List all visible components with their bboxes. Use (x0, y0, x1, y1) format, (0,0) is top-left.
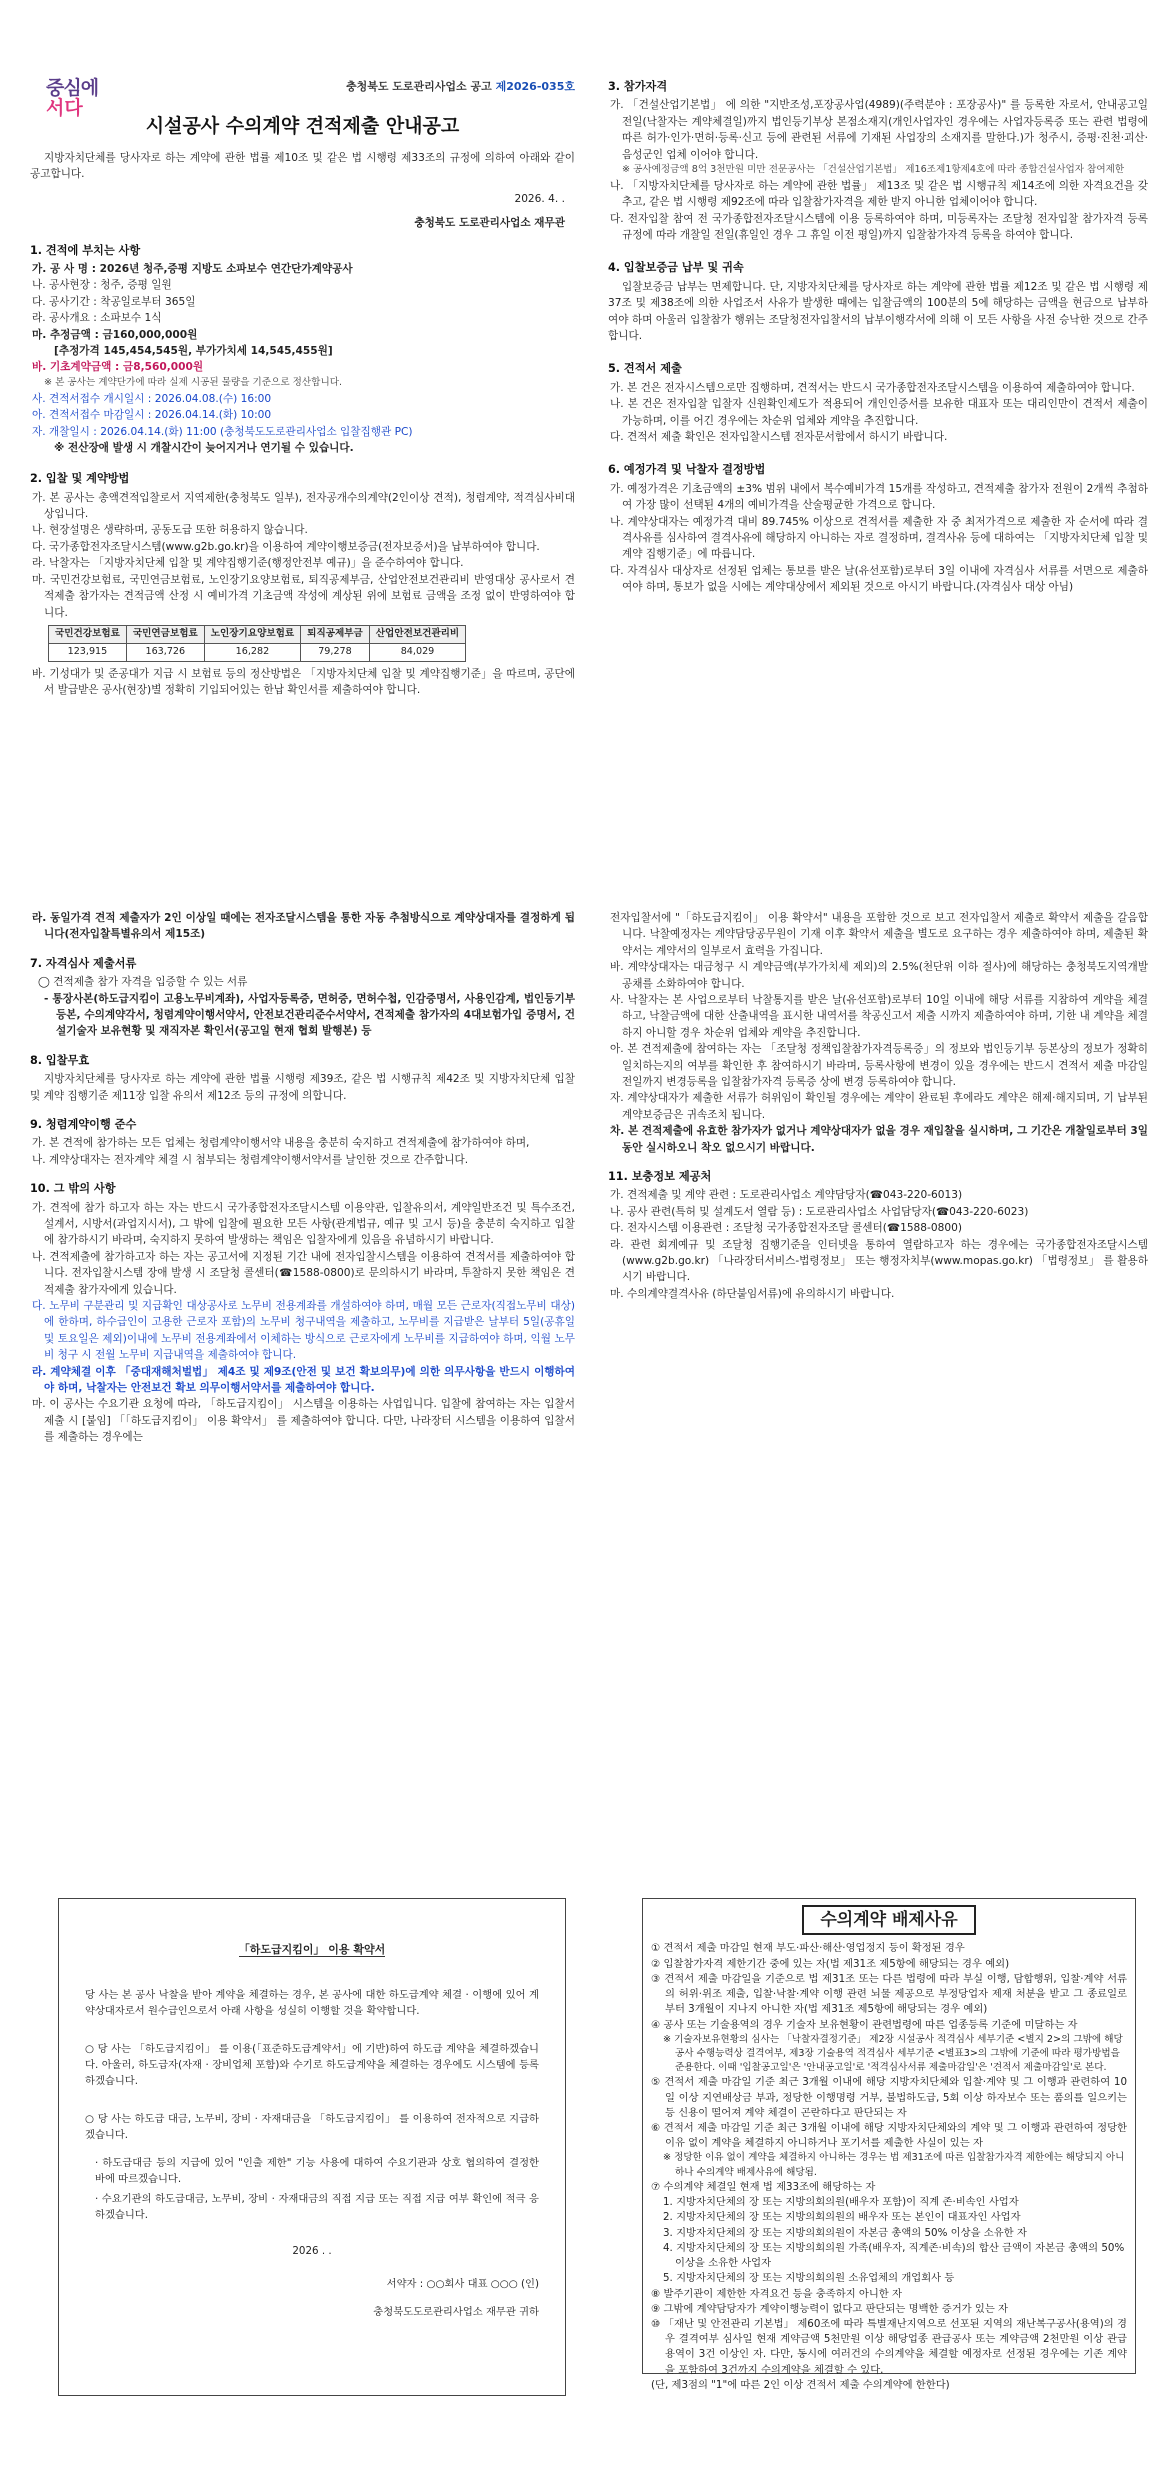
s2-ga: 가. 본 공사는 총액견적입찰로서 지역제한(충청북도 일부), 전자공개수의계약(2인이상 견적), 청렴계약, 적격심사비대상입니다. (32, 491, 575, 521)
agreement-to: 충청북도도로관리사업소 재무관 귀하 (373, 2306, 539, 2319)
notice-no: 제2026-035호 (495, 80, 575, 93)
s10-sa: 사. 낙찰자는 본 사업으로부터 낙찰통지를 받은 날(유선포함)로부터 10일 이내에 해당 서류를 지참하여 계약을 체결하고, 낙찰금액에 대한 산출내역을 표시한 내역서를 착공신고서 제출 시까지 제출하여야 하며, 기한 내 계약을 체결하지 아니할 경우 차순위 업체와 계약을 추진합니다. (610, 994, 1148, 1039)
agreement-date: 2026 . . (292, 2244, 332, 2257)
s3-ga: 가. 「건설산업기본법」 에 의한 "지반조성,포장공사업(4989)(주력분야 : 포장공사)" 를 등록한 자로서, 안내공고일 전일(낙찰자는 계약체결일)까지 법인등기부상 본점소재지(개인사업자인 경우에는 사업자등록증 또는 관련 법령에 따른 허가·인가·면허·등록·신고 등에 관련된 서류에 기재된 사업장의 소재지를 말한다.)가 청주시, 증평·진천·괴산·음성군인 업체 이어야 합니다. (610, 99, 1148, 161)
section-9-title: 9. 청렴계약이행 준수 (30, 1117, 137, 1131)
left-top-column (30, 150, 575, 698)
s1-ma: 마. 추정금액 : 금160,000,000원 (32, 328, 198, 341)
s6-da: 다. 자격심사 대상자로 선정된 업체는 통보를 받은 날(유선포함)로부터 3일 이내에 자격심사 서류를 서면으로 제출하여야 하며, 통보가 없을 시에는 계약대상에서 제외된 것으로 아시기 바랍니다.(자격심사 대상 아님) (610, 564, 1148, 594)
s10-ma: 마. 이 공사는 수요기관 요청에 따라, 「하도급지킴이」 시스템을 이용하는 사업입니다. 입찰에 참여하는 자는 입찰서 제출 시 [붙임] 「「하도급지킴이」 이용 확약서」 를 제출하여야 합니다. 다만, 나라장터 시스템을 이용하여 입찰서를 제출하는 경우에는 (32, 1398, 575, 1444)
reason-item: ① 견적서 제출 마감일 현재 부도·파산·해산·영업정지 등이 확정된 경우 (651, 1942, 965, 1955)
reason-item: ⑥ 견적서 제출 마감일 기준 최근 3개월 이내에 해당 지방자치단체와의 계약 및 그 이행과 관련하여 정당한 이유 없이 계약을 체결하지 아니하거나 포기서를 제출한 사실이 있는 자 (651, 2122, 1127, 2150)
s11-da: 다. 전자시스템 이용관련 : 조달청 국가종합전자조달 콜센터(☎1588-0800) (610, 1222, 962, 1235)
s3-na: 나. 「지방자치단체를 당사자로 하는 계약에 관한 법률」 제13조 및 같은 법 시행규칙 제14조에 의한 자격요건을 갖추고, 같은 법 시행령 제92조에 따라 입찰참가자격을 제한 받지 아니한 업체이어야 합니다. (610, 179, 1148, 209)
s2-ma: 마. 국민건강보험료, 국민연금보험료, 노인장기요양보험료, 퇴직공제부금, 산업안전보건관리비 반영대상 공사로서 견적제출 참가자는 견적금액 산정 시 예비가격 기초금액 작성에 계상된 위에 보험료 금액을 조정 없이 반영하여야 합니다. (32, 573, 575, 619)
section-4-title: 4. 입찰보증금 납부 및 귀속 (608, 261, 744, 275)
logo-top: 중심에 (46, 77, 99, 99)
reason-item: 3. 지방자치단체의 장 또는 지방의회의원이 자본금 총액의 50% 이상을 소유한 자 (663, 2226, 1027, 2239)
s11-ra: 라. 관련 회계예규 및 조달청 집행기준을 인터넷을 통하여 열람하고자 하는 경우에는 국가종합전자조달시스템(www.g2b.go.kr) 「나라장터서비스-법령정보」 또는 행정자치부(www.mopas.go.kr) 「법령정보」 를 활용하시기 바랍니다. (610, 1238, 1148, 1284)
reason-item: ⑩ 「재난 및 안전관리 기본법」 제60조에 따라 특별재난지역으로 선포된 지역의 재난복구공사(용역)의 경우 결격여부 심사일 현재 계약금액 5천만원 이상 해당업종 관급공사 또는 계약금액 2천만원 이상 관급용역이 3건 이상인 자. 다만, 동시에 여러건의 수의계약을 체결할 예정자로 선정된 경우에는 기존 계약을 포함하여 3건까지 수의계약을 체결할 수 있다. (651, 2317, 1127, 2376)
agreement-p5: · 수요기관의 하도급대금, 노무비, 장비 · 자재대금의 직접 지급 또는 직접 지급 여부 확인에 적극 응하겠습니다. (95, 2192, 539, 2221)
s7-intro: ◯ 견적제출 참가 자격을 입증할 수 있는 서류 (38, 976, 248, 989)
section-1-title: 1. 견적에 부치는 사항 (30, 243, 141, 257)
s1-sa: 사. 견적서접수 개시일시 : 2026.04.08.(수) 16:00 (32, 392, 272, 405)
s1-ja: 자. 개찰일시 : 2026.04.14.(화) 11:00 (충청북도도로관리사업소 입찰집행관 PC) (32, 425, 413, 438)
reason-item: ⑧ 발주기관이 제한한 자격요건 등을 충족하지 아니한 자 (651, 2287, 902, 2300)
s10-ba: 바. 계약상대자는 대금청구 시 계약금액(부가가치세 제외)의 2.5%(천단위 이하 절사)에 해당하는 충청북도지역개발공채를 소화하여야 합니다. (610, 961, 1148, 990)
exclusion-reasons-box (642, 1898, 1136, 2391)
section-6-title: 6. 예정가격 및 낙찰자 결정방법 (608, 463, 766, 477)
s1-ra: 라. 공사개요 : 소파보수 1식 (32, 312, 162, 325)
reason-item: 4. 지방자치단체의 장 또는 지방의회의원 가족(배우자, 직계존·비속)의 합산 금액이 자본금 총액의 50% 이상을 소유한 사업자 (663, 2241, 1125, 2270)
ins-header: 노인장기요양보험료 (204, 625, 300, 643)
section-3-title: 3. 참가자격 (608, 80, 668, 93)
notice-date: 2026. 4. . (514, 192, 565, 205)
s10-na: 나. 견적제출에 참가하고자 하는 자는 공고서에 지정된 기간 내에 전자입찰시스템을 이용하여 견적서를 제출하여야 합니다. 전자입찰시스템 장애 발생 시 조달청 콜센터(☎1588-0800)로 문의하시기 바라며, 투찰하지 못한 책임은 견적제출 참가자에게 있습니다. (32, 1250, 575, 1296)
agreement-p4: · 하도급대금 등의 지급에 있어 "인출 제한" 기능 사용에 대하여 수요기관과 상호 협의하여 결정한 바에 따르겠습니다. (95, 2156, 539, 2185)
ins-value: 16,282 (204, 643, 300, 661)
s2-cont-ra: 라. 동일가격 견적 제출자가 2인 이상일 때에는 전자조달시스템을 통한 자동 추첨방식으로 계약상대자를 결정하게 됩니다(전자입찰특별유의서 제15조) (32, 912, 575, 941)
reason-item: 2. 지방자치단체의 장 또는 지방의회의원의 배우자 또는 본인이 대표자인 사업자 (663, 2211, 1021, 2224)
ins-header: 퇴직공제부금 (301, 625, 370, 643)
section-5-title: 5. 견적서 제출 (608, 362, 682, 376)
ins-header: 국민연금보험료 (126, 625, 204, 643)
s10-cha: 차. 본 견적제출에 유효한 참가자가 없거나 계약상대자가 없을 경우 재입찰을 실시하며, 그 기간은 개찰일로부터 3일 동안 실시하오니 착오 없으시기 바랍니다. (610, 1125, 1148, 1154)
reason-item: 1. 지방자치단체의 장 또는 지방의회의원(배우자 포함)이 직계 존·비속인 사업자 (663, 2196, 1019, 2209)
s2-ra: 라. 낙찰자는 「지방자치단체 입찰 및 계약집행기준(행정안전부 예규)」을 준수하여야 합니다. (32, 557, 464, 570)
reason-item: ② 입찰참가자격 제한기간 중에 있는 자(법 제31조 제5항에 해당되는 경우 예외) (651, 1957, 1010, 1970)
issuer: 충청북도 도로관리사업소 재무관 (414, 217, 565, 230)
agreement-p3: ○ 당 사는 하도급 대금, 노무비, 장비 · 자재대금을 「하도급지킴이」 를 이용하여 전자적으로 지급하겠습니다. (85, 2112, 539, 2141)
reasons-title: 수의계약 배제사유 (802, 1905, 975, 1935)
reason-item: ⑦ 수의계약 체결일 현재 법 제33조에 해당하는 자 (651, 2180, 876, 2193)
ins-header: 국민건강보험료 (49, 625, 127, 643)
ins-value: 84,029 (369, 643, 465, 661)
s1-warn: ※ 전산장애 발생 시 개찰시간이 늦어지거나 연기될 수 있습니다. (54, 441, 354, 454)
intro-text: 지방자치단체를 당사자로 하는 계약에 관한 법률 제10조 및 같은 법 시행령 제33조의 규정에 의하여 아래와 같이 공고합니다. (30, 152, 575, 181)
s5-na: 나. 본 건은 전자입찰 입찰자 신원확인제도가 적용되어 개인인증서를 보유한 대표자 또는 대리인만이 견적서 제출이 가능하며, 이를 어긴 경우에는 차순위 업체와 계약을 추진합니다. (610, 398, 1148, 427)
s11-ma: 마. 수의계약결격사유 (하단붙임서류)에 유의하시기 바랍니다. (610, 1287, 895, 1300)
s11-ga: 가. 견적제출 및 계약 관련 : 도로관리사업소 계약담당자(☎043-220-6013) (610, 1189, 963, 1202)
logo-bottom: 서다 (46, 97, 83, 119)
agreement-p1: 당 사는 본 공사 낙찰을 받아 계약을 체결하는 경우, 본 공사에 대한 하도급계약 체결 · 이행에 있어 계약상대자로서 원수급인으로서 아래 사항을 성실히 이행할 것을 확약합니다. (85, 1989, 539, 2017)
reasons-list (651, 1941, 1127, 2393)
s6-na: 나. 계약상대자는 예정가격 대비 89.745% 이상으로 견적서를 제출한 자 중 최저가격으로 제출한 자 순서에 따라 결격사유를 심사하여 결격사유에 해당하지 아니하는 자로 결정하며, 결격사유 등에 대하여는 「지방자치단체 입찰 및 계약 집행기준」에 따릅니다. (610, 515, 1148, 561)
reason-item: ⑨ 그밖에 계약담당자가 계약이행능력이 없다고 판단되는 명백한 증거가 있는 자 (651, 2302, 1008, 2315)
s3-ga-note: ※ 공사예정금액 8억 3천만원 미만 전문공사는 「건설산업기본법」 제16조제1항제4호에 따라 종합건설사업자 참여제한 (622, 163, 1125, 175)
s1-ga: 가. 공 사 명 : 2026년 청주,증평 지방도 소파보수 연간단가계약공사 (32, 262, 353, 275)
section-2-title: 2. 입찰 및 계약방법 (30, 472, 130, 486)
s1-ah: 아. 견적서접수 마감일시 : 2026.04.14.(화) 10:00 (32, 409, 272, 422)
s7-body: - 통장사본(하도급지킴이 고용노무비계좌), 사업자등록증, 면허증, 면허수첩, 인감증명서, 사용인감계, 법인등기부등본, 수의계약각서, 청렴계약이행서약서, 안전보건관리준수서약서, 견적제출 참가자의 4대보험가입 증명서, 건설기술자 보유현황 및 재직자본 확인서(공고일 현재 협회 발행본) 등 (44, 992, 575, 1038)
s11-na: 나. 공사 관련(특허 및 설계도서 열람 등) : 도로관리사업소 사업담당자(☎043-220-6023) (610, 1205, 1029, 1218)
s1-ba-note: ※ 본 공사는 계약단가에 따라 실제 시공된 물량을 기준으로 정산합니다. (44, 376, 343, 388)
s8-body: 지방자치단체를 당사자로 하는 계약에 관한 법률 시행령 제39조, 같은 법 시행규칙 제42조 및 지방자치단체 입찰 및 계약 집행기준 제11장 입찰 유의서 제12조 등의 규정에 의합니다. (30, 1073, 575, 1102)
left-mid-column (30, 910, 575, 1446)
notice-number (30, 78, 575, 95)
reason-item: ④ 공사 또는 기술용역의 경우 기술자 보유현황이 관련법령에 따른 업종등록 기준에 미달하는 자 (651, 2018, 1078, 2031)
section-7-title: 7. 자격심사 제출서류 (30, 956, 137, 970)
s1-na: 나. 공사현장 : 청주, 증평 일원 (32, 279, 172, 292)
s10-ah: 아. 본 견적제출에 참여하는 자는 「조달청 정책입찰참가자격등록증」의 정보와 법인등기부 등본상의 정보가 정확히 일치하는지의 여부를 확인한 후 참여하시기 바라며, 등록사항에 변경이 있을 경우에는 반드시 견적서 제출 마감일 전일까지 변경등록을 입찰참가자격 등록증 상에 변경 등록하여야 합니다. (610, 1043, 1148, 1089)
reason-item: ※ 정당한 이유 없이 계약을 체결하지 아니하는 경우는 법 제31조에 따른 입찰참가자격 제한에는 해당되지 아니하나 수의계약 배제사유에 해당됨. (663, 2152, 1125, 2178)
reason-item: (단, 제3점의 "1"에 따른 2인 이상 견적서 제출 수의계약에 한한다) (651, 2378, 950, 2391)
agreement-title: 「하도급지킴이」 이용 확약서 (238, 1943, 386, 1956)
agreement-box (58, 1898, 566, 2396)
s9-ga: 가. 본 견적에 참가하는 모든 업체는 청렴계약이행서약 내용을 충분히 숙지하고 견적제출에 참가하여야 하며, (32, 1137, 530, 1150)
s10-ga: 가. 견적에 참가 하고자 하는 자는 반드시 국가종합전자조달시스템 이용약관, 입찰유의서, 계약일반조건 및 특수조건, 설계서, 시방서(과업지시서), 그 밖에 입찰에 필요한 모든 사항(관계법규, 예규 및 고시 등)을 충분히 숙지하고 입찰에 참가하시기 바라며, 숙지하지 못하여 발생하는 책임은 입찰자에게 있음을 유념하시기 바랍니다. (32, 1201, 575, 1247)
s9-na: 나. 계약상대자는 전자계약 체결 시 첨부되는 청렴계약이행서약서를 날인한 것으로 간주합니다. (32, 1153, 469, 1166)
s10-ma-cont: 전자입찰서에 "「하도급지킴이」 이용 확약서" 내용을 포함한 것으로 보고 전자입찰서 제출로 확약서 제출을 갈음합니다. 낙찰예정자는 계약담당공무원이 기재 이후 확약서 제출을 별도로 요구하는 경우 제출하여야 하며, 제출된 확약서는 계약서의 일부로서 효력을 가집니다. (610, 912, 1148, 957)
ins-value: 163,726 (126, 643, 204, 661)
s1-ma-detail: [추정가격 145,454,545원, 부가가치세 14,545,455원] (54, 345, 333, 358)
right-top-column (608, 78, 1148, 596)
s2-na: 나. 현장설명은 생략하며, 공동도급 또한 허용하지 않습니다. (32, 524, 308, 537)
s2-da: 다. 국가종합전자조달시스템(www.g2b.go.kr)을 이용하여 계약이행보증금(전자보증서)을 납부하여야 합니다. (32, 540, 540, 553)
page-title: 시설공사 수의계약 견적제출 안내공고 (145, 115, 460, 137)
insurance-table (48, 625, 466, 662)
section-10-title: 10. 그 밖의 사항 (30, 1182, 116, 1196)
s2-ba: 바. 기성대가 및 준공대가 지급 시 보험료 등의 정산방법은 「지방자치단체 입찰 및 계약집행기준」을 따르며, 공단에서 발급받은 공사(현장)별 정확히 기입되어있는 한납 확인서를 제출하여야 합니다. (32, 667, 575, 697)
reason-item: 5. 지방자치단체의 장 또는 지방의회의원 소유업체의 개업회사 등 (663, 2272, 955, 2285)
right-mid-column (608, 910, 1148, 1302)
s5-da: 다. 견적서 제출 확인은 전자입찰시스템 전자문서함에서 하시기 바랍니다. (610, 431, 948, 444)
ins-header: 산업안전보건관리비 (369, 625, 465, 643)
section-8-title: 8. 입찰무효 (30, 1053, 90, 1067)
notice-org: 충청북도 도로관리사업소 공고 (345, 80, 492, 93)
s10-da: 다. 노무비 구분관리 및 지급확인 대상공사로 노무비 전용계좌를 개설하여야 하며, 매월 모든 근로자(직접노무비 대상)에 한하며, 하수급인이 고용한 근로자 포함)의 노무비 청구내역을 제출하고, 노무비를 지급받은 날부터 5일(공휴일 및 토요일은 제외)이내에 노무비 전용계좌에서 이체하는 방식으로 근로자에게 노무비를 지급하여야 하며, 익월 노무비 청구 시 전월 노무비 지급내역을 제출하여야 합니다. (32, 1299, 575, 1362)
s5-ga: 가. 본 건은 전자시스템으로만 집행하며, 견적서는 반드시 국가종합전자조달시스템을 이용하여 제출하여야 합니다. (610, 381, 1135, 394)
s3-da: 다. 전자입찰 참여 전 국가종합전자조달시스템에 이용 등록하여야 하며, 미등록자는 조달청 전자입찰 참가자격 등록 규정에 따라 개찰일 전일(휴일인 경우 그 휴일 이전 평일)까지 입찰참가자격 등록을 하여야 합니다. (610, 212, 1148, 242)
ins-value: 123,915 (49, 643, 127, 661)
agreement-p2: ○ 당 사는 「하도급지킴이」 를 이용(「표준하도급계약서」에 기반)하여 하도급 계약을 체결하겠습니다. 아울러, 하도급자(자재 · 장비업체 포함)와 수기로 하도급계약을 체결하는 경우에도 시스템에 등록하겠습니다. (85, 2042, 539, 2087)
reason-item: ※ 기술자보유현황의 심사는 「낙찰자결정기준」 제2장 시설공사 적격심사 세부기준 <별지 2>의 그밖에 해당공사 수행능력상 결격여부, 제3장 기술용역 적격심사 세부기준 <별표3>의 그밖에 기준에 따라 평가방법을 준용한다. 이때 '입찰공고일'은 '안내공고일'로 '적격심사서류 제출마감일'은 '견적서 제출마감일'로 본다. (663, 2033, 1123, 2074)
s10-ja: 자. 계약상대자가 제출한 서류가 허위임이 확인될 경우에는 계약이 완료된 후에라도 계약은 해제·해지되며, 기 납부된 계약보증금은 귀속조치 됩니다. (610, 1092, 1148, 1121)
ins-value: 79,278 (301, 643, 370, 661)
s10-ra: 라. 계약체결 이후 「중대재해처벌법」 제4조 및 제9조(안전 및 보건 확보의무)에 의한 의무사항을 반드시 이행하여야 하며, 낙찰자는 안전보건 확보 의무이행서약서를 제출하여야 합니다. (32, 1365, 575, 1394)
s1-ba: 바. 기초계약금액 : 금8,560,000원 (32, 361, 204, 374)
section-11-title: 11. 보충정보 제공처 (608, 1170, 712, 1184)
agreement-signer: 서약자 : ○○회사 대표 ○○○ (인) (386, 2278, 539, 2291)
s1-da: 다. 공사기간 : 착공일로부터 365일 (32, 295, 196, 308)
reason-item: ⑤ 견적서 제출 마감일 기준 최근 3개월 이내에 해당 지방자치단체와 입찰·계약 및 그 이행과 관련하여 10일 이상 지연배상금 부과, 정당한 이행명령 거부, 불법하도급, 5회 이상 하자보수 또는 품의를 일으키는 등 신용이 떨어져 계약 체결이 곤란하다고 판단되는 자 (651, 2076, 1127, 2119)
reason-item: ③ 견적서 제출 마감일을 기준으로 법 제31조 또는 다른 법령에 따라 부실 이행, 담합행위, 입찰·계약 서류의 허위·위조 제출, 입찰·낙찰·계약 이행 관련 뇌물 제공으로 부정당업자 제재 처분을 받고 그 종료일로부터 3개월이 지나지 아니한 자(법 제31조 제5항에 해당되는 경우 예외) (651, 1972, 1127, 2016)
s4-body: 입찰보증금 납부는 면제합니다. 단, 지방자치단체를 당사자로 하는 계약에 관한 법률 제12조 및 같은 법 시행령 제37조 및 제38조에 의한 사업조서 사유가 발생한 때에는 입찰금액의 100분의 5에 해당하는 금액을 현금으로 납부하여야 하며 아울러 입찰참가 행위는 조달청전자입찰서의 납부이행각서에 의해 이 모든 사항을 사전 승낙한 것으로 간주합니다. (608, 280, 1148, 343)
s6-ga: 가. 예정가격은 기초금액의 ±3% 범위 내에서 복수예비가격 15개를 작성하고, 견적제출 참가자 전원이 2개씩 추첨하여 가장 많이 선택된 4개의 예비가격을 산술평균한 가격으로 합니다. (610, 482, 1148, 512)
